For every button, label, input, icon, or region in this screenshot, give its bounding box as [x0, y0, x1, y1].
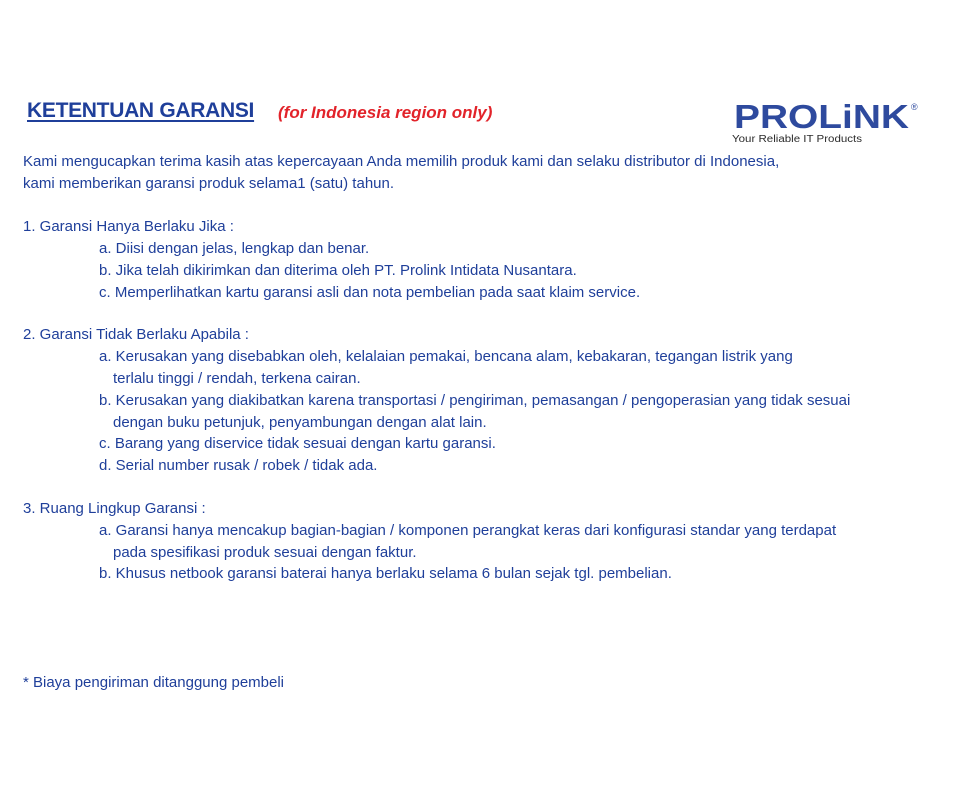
logo-brand: PROLiNK: [734, 98, 910, 135]
list-item: a. Kerusakan yang disebabkan oleh, kelalaian pemakai, bencana alam, kebakaran, tegangan listrik yang: [99, 348, 793, 365]
logo-tagline: Your Reliable IT Products: [732, 134, 862, 145]
section-heading: 3. Ruang Lingkup Garansi :: [23, 500, 206, 517]
footnote: * Biaya pengiriman ditanggung pembeli: [23, 674, 285, 691]
region-note: (for Indonesia region only): [278, 103, 493, 122]
list-item: a. Garansi hanya mencakup bagian-bagian / komponen perangkat keras dari konfigurasi standar yang terdapat: [99, 522, 837, 539]
list-item-continuation: terlalu tinggi / rendah, terkena cairan.: [113, 370, 361, 387]
intro-line: kami memberikan garansi produk selama1 (satu) tahun.: [23, 175, 395, 192]
list-item: b. Khusus netbook garansi baterai hanya berlaku selama 6 bulan sejak tgl. pembelian.: [99, 565, 672, 582]
list-item: b. Jika telah dikirimkan dan diterima oleh PT. Prolink Intidata Nusantara.: [99, 262, 577, 279]
list-item: c. Barang yang diservice tidak sesuai dengan kartu garansi.: [99, 435, 496, 452]
list-item-continuation: pada spesifikasi produk sesuai dengan faktur.: [113, 544, 417, 561]
intro-line: Kami mengucapkan terima kasih atas kepercayaan Anda memilih produk kami dan selaku distributor di Indonesia,: [23, 153, 780, 170]
section-heading: 1. Garansi Hanya Berlaku Jika :: [23, 218, 234, 235]
logo-registered-mark: ®: [911, 102, 918, 112]
list-item: c. Memperlihatkan kartu garansi asli dan nota pembelian pada saat klaim service.: [99, 284, 641, 301]
list-item: a. Diisi dengan jelas, lengkap dan benar.: [99, 240, 370, 257]
list-item-continuation: dengan buku petunjuk, penyambungan dengan alat lain.: [113, 414, 487, 431]
list-item: d. Serial number rusak / robek / tidak ada.: [99, 457, 378, 474]
section-heading: 2. Garansi Tidak Berlaku Apabila :: [23, 326, 249, 343]
list-item: b. Kerusakan yang diakibatkan karena transportasi / pengiriman, pemasangan / pengoperasian yang tidak sesuai: [99, 392, 851, 409]
prolink-logo: [731, 98, 931, 146]
page-title: KETENTUAN GARANSI: [27, 99, 255, 122]
prolink-logo-graphic: [731, 98, 931, 146]
